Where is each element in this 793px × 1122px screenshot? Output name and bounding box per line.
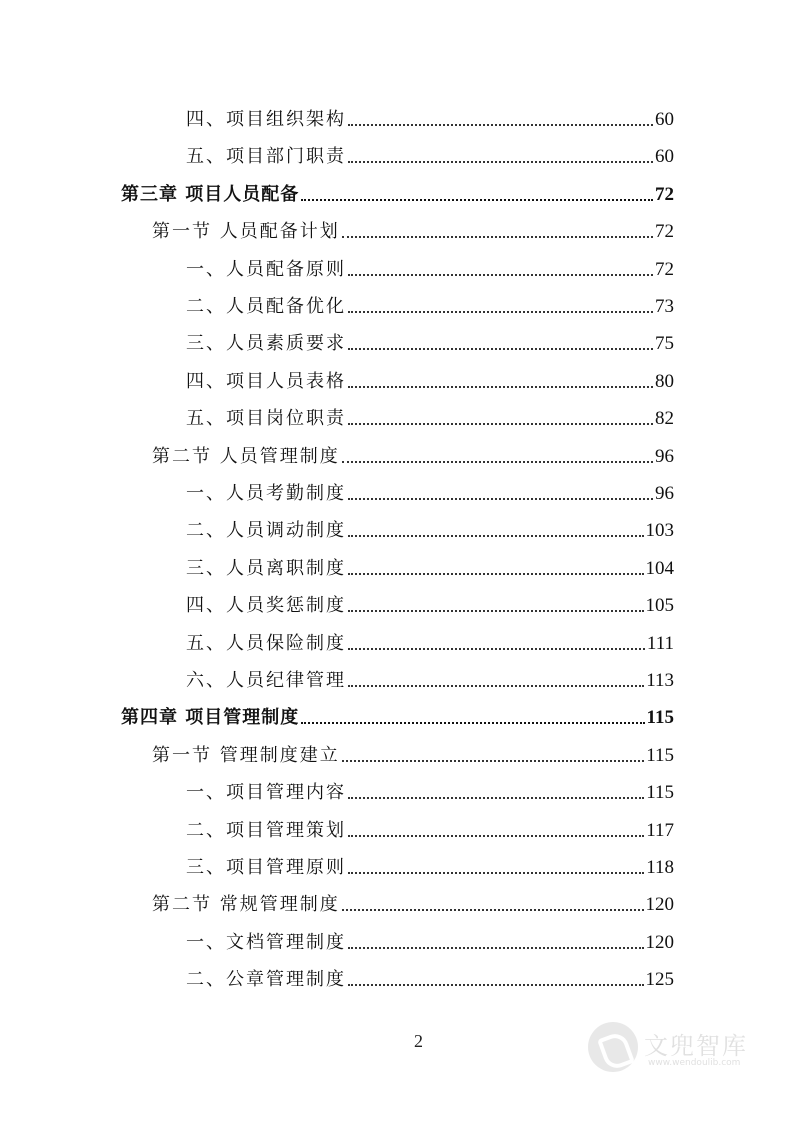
toc-item-entry[interactable]	[186, 294, 674, 318]
toc-entry-label: 第二节 人员管理制度	[152, 445, 340, 467]
toc-item-entry[interactable]	[186, 369, 674, 393]
toc-entry-page: 75	[655, 333, 674, 355]
toc-entry-label: 五、项目部门职责	[186, 146, 346, 168]
dot-leader	[348, 984, 644, 986]
toc-item-entry[interactable]	[186, 818, 674, 842]
toc-entry-page: 113	[646, 670, 674, 691]
toc-section-entry[interactable]	[152, 743, 674, 767]
toc-entry-page: 111	[646, 632, 674, 654]
toc-item-entry[interactable]	[186, 593, 674, 617]
toc-entry-page: 115	[646, 707, 674, 729]
dot-leader	[348, 648, 645, 650]
toc-entry-label: 三、人员素质要求	[186, 333, 346, 355]
toc-entry-page: 60	[655, 109, 674, 130]
dot-leader	[301, 722, 644, 724]
toc-entry-page: 96	[655, 445, 674, 467]
toc-chapter-entry[interactable]	[121, 182, 674, 206]
dot-leader	[348, 835, 644, 837]
toc-entry-page: 103	[645, 520, 674, 542]
toc-item-entry[interactable]	[186, 631, 674, 655]
dot-leader	[348, 348, 653, 350]
dot-leader	[342, 909, 644, 911]
toc-entry-label: 二、人员配备优化	[186, 296, 346, 317]
toc-entry-page: 115	[646, 744, 674, 766]
dot-leader	[348, 161, 653, 163]
toc-item-entry[interactable]	[186, 930, 674, 954]
toc-entry-label: 第一节 管理制度建立	[152, 744, 340, 766]
toc-entry-page: 120	[645, 931, 674, 953]
dot-leader	[348, 311, 653, 313]
dot-leader	[348, 386, 653, 388]
dot-leader	[348, 124, 653, 126]
dot-leader	[348, 872, 644, 874]
toc-item-entry[interactable]	[186, 518, 674, 542]
toc-entry-page: 72	[655, 258, 674, 280]
toc-entry-label: 一、项目管理内容	[186, 782, 346, 804]
toc-entry-label: 四、项目人员表格	[186, 370, 346, 392]
toc-entry-page: 117	[646, 819, 674, 841]
toc-entry-page: 80	[655, 370, 674, 392]
dot-leader	[348, 423, 653, 425]
toc-chapter-entry[interactable]	[121, 705, 674, 729]
toc-entry-page: 120	[645, 894, 674, 916]
toc-entry-label: 二、项目管理策划	[186, 819, 346, 841]
toc-entry-label: 五、项目岗位职责	[186, 408, 346, 430]
watermark-url: www.wendoulib.com	[648, 1058, 741, 1068]
toc-entry-label: 三、项目管理原则	[186, 857, 346, 878]
toc-entry-page: 115	[646, 782, 674, 804]
toc-entry-label: 三、人员离职制度	[186, 557, 346, 579]
toc-entry-page: 72	[655, 183, 674, 205]
toc-section-entry[interactable]	[152, 219, 674, 243]
toc-entry-page: 125	[645, 969, 674, 991]
toc-item-entry[interactable]	[186, 556, 674, 580]
dot-leader	[348, 535, 644, 537]
toc-entry-label: 五、人员保险制度	[186, 632, 346, 654]
toc-entry-label: 一、文档管理制度	[186, 931, 346, 953]
toc-entry-label: 二、人员调动制度	[186, 520, 346, 542]
toc-entry-page: 82	[655, 408, 674, 430]
dot-leader	[348, 947, 644, 949]
toc-entry-label: 一、人员考勤制度	[186, 483, 346, 504]
toc-item-entry[interactable]	[186, 107, 674, 131]
dot-leader	[348, 573, 644, 575]
toc-item-entry[interactable]	[186, 481, 674, 505]
dot-leader	[342, 236, 653, 238]
toc-entry-page: 118	[646, 857, 674, 878]
toc-item-entry[interactable]	[186, 780, 674, 804]
toc-entry-label: 第三章 项目人员配备	[121, 183, 300, 205]
dot-leader	[348, 610, 644, 612]
toc-item-entry[interactable]	[186, 406, 674, 430]
toc-section-entry[interactable]	[152, 444, 674, 468]
toc-item-entry[interactable]	[186, 668, 674, 692]
toc-item-entry[interactable]	[186, 257, 674, 281]
toc-item-entry[interactable]	[186, 331, 674, 355]
toc-item-entry[interactable]	[186, 967, 674, 991]
toc-entry-label: 六、人员纪律管理	[186, 670, 346, 691]
dot-leader	[348, 498, 653, 500]
dot-leader	[348, 274, 653, 276]
toc-entry-page: 105	[645, 595, 674, 617]
toc-item-entry[interactable]	[186, 144, 674, 168]
toc-entry-page: 72	[655, 221, 674, 243]
toc-entry-label: 四、人员奖惩制度	[186, 595, 346, 617]
page-number: 2	[414, 1031, 423, 1051]
toc-entry-label: 第一节 人员配备计划	[152, 221, 340, 243]
toc-entry-page: 104	[645, 557, 674, 579]
toc-entry-page: 96	[655, 483, 674, 504]
watermark-title: 文兜智库	[644, 1032, 748, 1060]
dot-leader	[342, 760, 644, 762]
toc-section-entry[interactable]	[152, 892, 674, 916]
dot-leader	[348, 685, 644, 687]
watermark-logo-icon	[588, 1022, 638, 1072]
toc-entry-label: 四、项目组织架构	[186, 109, 346, 130]
toc-entry-page: 73	[655, 296, 674, 317]
dot-leader	[348, 797, 644, 799]
toc-entry-page: 60	[655, 146, 674, 168]
toc-item-entry[interactable]	[186, 855, 674, 879]
toc-entry-label: 第四章 项目管理制度	[121, 707, 300, 729]
toc-entry-label: 第二节 常规管理制度	[152, 894, 340, 916]
dot-leader	[301, 199, 653, 201]
toc-entry-label: 二、公章管理制度	[186, 969, 346, 991]
toc-entry-label: 一、人员配备原则	[186, 258, 346, 280]
watermark	[588, 1020, 788, 1080]
dot-leader	[342, 461, 653, 463]
